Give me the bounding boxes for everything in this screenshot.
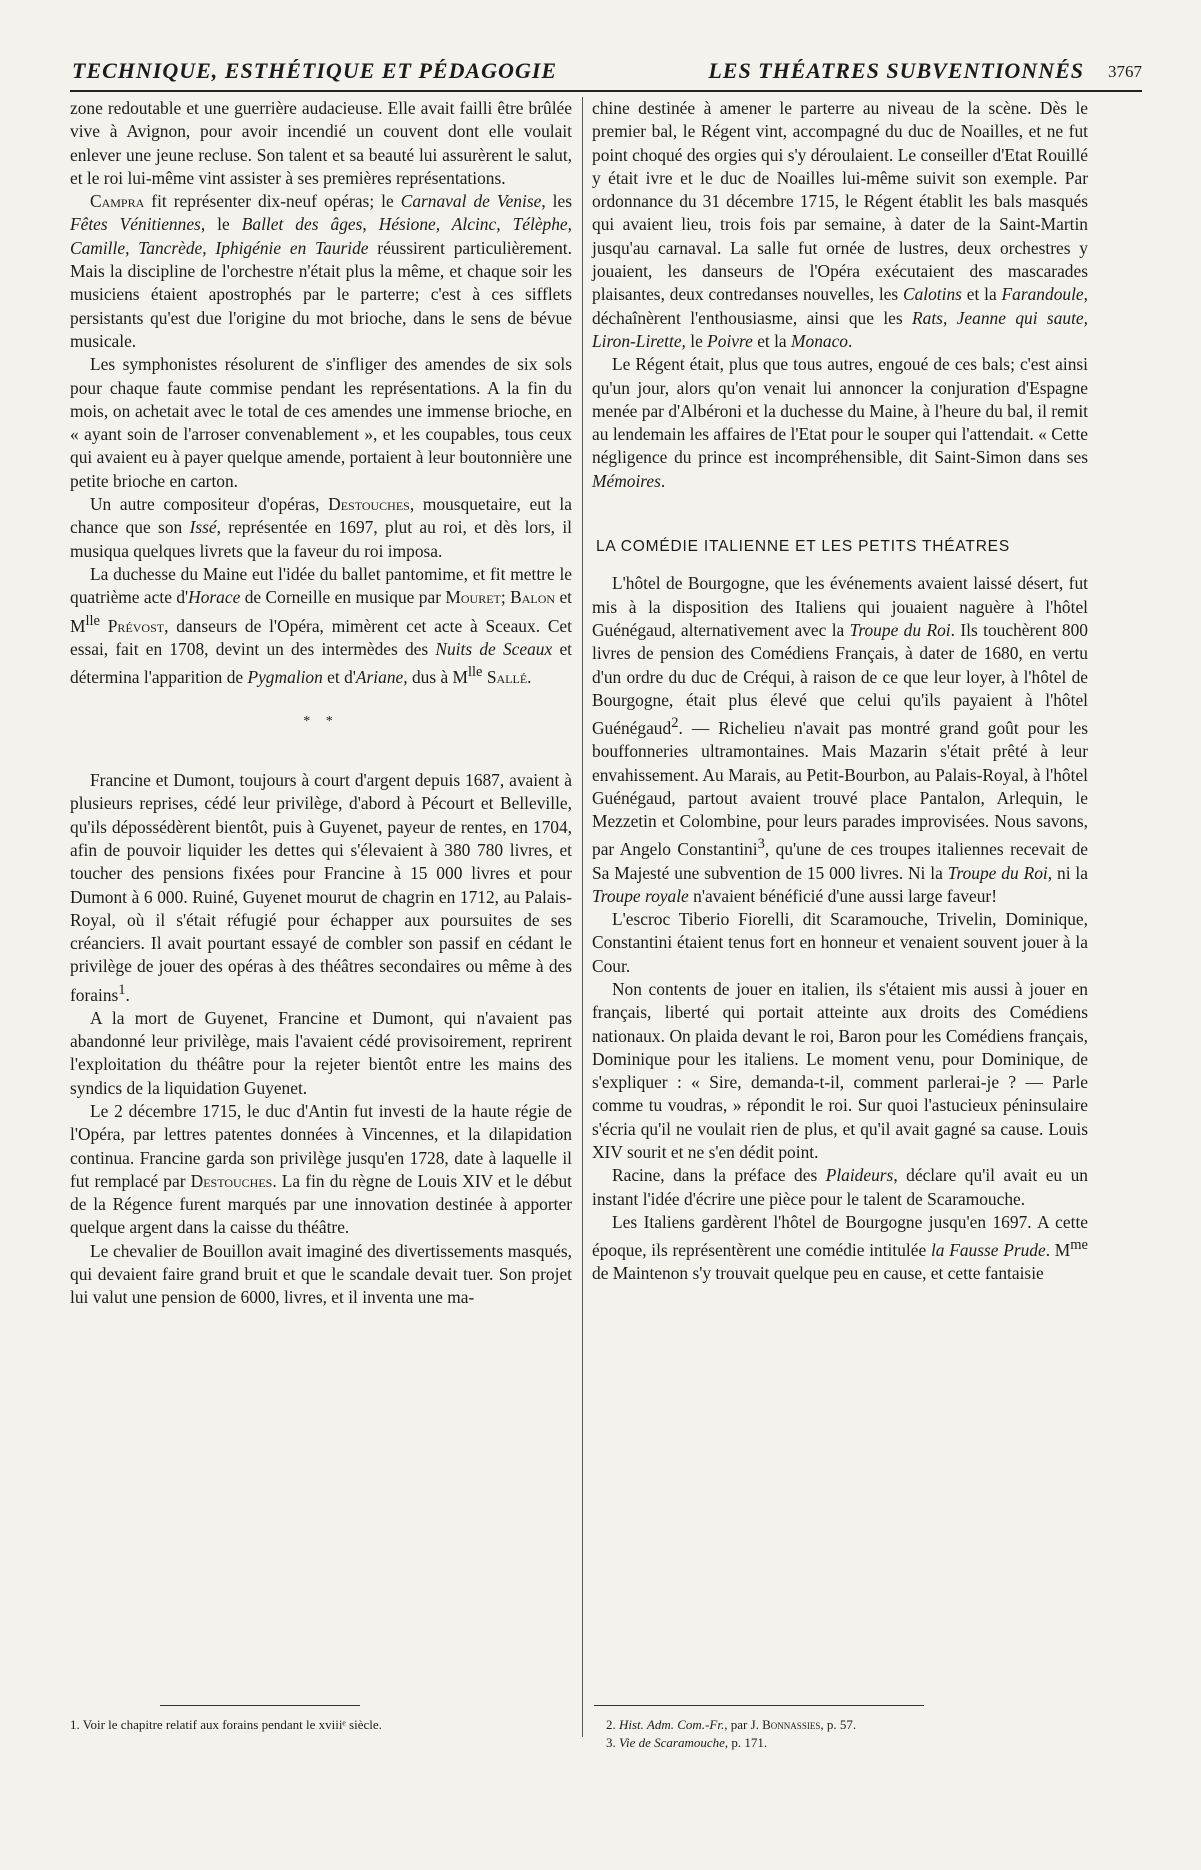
header-left-title: TECHNIQUE, ESTHÉTIQUE ET PÉDAGOGIE [72,58,558,83]
footnotes-left [70,1716,572,1734]
paragraph: Racine, dans la préface des Plaideurs, déclare qu'il avait eu un instant l'idée d'écrire une pièce pour le talent de Scaramouche. [592,1165,1088,1209]
page-number: 3767 [1108,62,1142,81]
paragraph: Le Régent était, plus que tous autres, engoué de ces bals; c'est ainsi qu'un jour, alors qu'on venait lui annoncer la conjuration d'Espagne menée par d'Albéroni et la duchesse du Maine, à l'heure du bal, il remit au lendemain les affaires de l'Etat pour le souper qui l'attendait. « Cette négligence du prince est incompréhensible, dit Saint-Simon dans ses Mémoires. [592,354,1088,491]
footnote-1: 1. Voir le chapitre relatif aux forains pendant le xviiiᵉ siècle. [70,1717,382,1732]
footnote-rule-left [160,1705,360,1706]
paragraph: Le 2 décembre 1715, le duc d'Antin fut investi de la haute régie de l'Opéra, par lettres patentes données à Vincennes, et la dilapidation continua. Francine garda son privilège jusqu'en 1728, date à laquelle il fut remplacé par Destouches. La fin du règne de Louis XIV et le début de la Régence furent marqués par une innovation destinée à apporter quelque argent dans la caisse du théâtre. [70,1100,572,1238]
header-right-title: LES THÉATRES SUBVENTIONNÉS [708,58,1084,83]
paragraph: Francine et Dumont, toujours à court d'argent depuis 1687, avaient à plusieurs reprises, cédé leur privilège, d'abord à Pécourt et Belleville, qu'ils dépossédèrent bientôt, puis à Guyenet, payeur de rentes, en 1704, afin de pouvoir liquider les dettes qui s'élevaient à 380 780 livres, et toucher des pensions fixées pour Francine à 15 000 livres et pour Dumont à 6 000. Ruiné, Guyenet mourut de chagrin en 1712, au Palais-Royal, où il s'était réfugié pour échapper aux poursuites de ses créanciers. Il avait pourtant essayé de combler son passif en cédant le privilège de jouer des opéras à des théâtres secondaires ou même à des forains$^1$. [70,770,572,1005]
paragraph: La duchesse du Maine eut l'idée du ballet pantomime, et fit mettre le quatrième acte d'Horace de Corneille en musique par Mouret; Balon et $M^{lle}$ Prévost, danseurs de l'Opéra, mimèrent cet acte à Sceaux. Cet essai, fait en 1708, devint un des intermèdes des Nuits de Sceaux et détermina l'apparition de Pygmalion et d'Ariane, dus à $M^{lle}$ Sallé. [70,563,572,687]
paragraph: A la mort de Guyenet, Francine et Dumont, qui n'avaient pas abandonné leur privilège, mais l'avaient cédé provisoirement, reprirent l'exploitation du théâtre pour la rejeter bientôt entre les mains des syndics de la liquidation Guyenet. [70,1007,572,1098]
right-column [592,97,1088,1797]
paragraph: Les symphonistes résolurent de s'infliger des amendes de six sols pour chaque faute commise pendant les représentations. A la fin du mois, on achetait avec le total de ces amendes une immense brioche, en « ayant soin de l'arroser convenablement », et les coupables, tous ceux qui avaient eu à payer quelque amende, portaient à leur boutonnière une petite brioche en carton. [70,354,572,491]
footnote-ref: 1 [118,981,126,998]
paragraph: L'escroc Tiberio Fiorelli, dit Scaramouche, Trivelin, Dominique, Constantini étaient tenus fort en honneur et venaient souvent jouer à la Cour. [592,909,1088,976]
footnote-3: 3. Vie de Scaramouche, p. 171. [606,1735,768,1750]
paragraph: L'hôtel de Bourgogne, que les événements avaient laissé désert, fut mis à la disposition des Italiens qui jouaient naguère à l'hôtel Guénégaud, alternativement avec la Troupe du Roi. Ils touchèrent 800 livres de pension des Comédiens Français, à dater de 1680, en vertu d'un ordre du duc de Créqui, à raison de ce que leur loyer, à l'hôtel de Bourgogne, était plus élevé que celui qu'ils payaient à l'hôtel Guénégaud$^2$. — Richelieu n'avait pas montré grand goût pour les bouffonneries ultramontaines. Mais Mazarin s'était prêté à leur envahissement. Au Marais, au Petit-Bourbon, au Palais-Royal, à l'hôtel Guénégaud, partout avaient trouvé place Pantalon, Arlequin, le Mezzetin et Colombine, pour leurs parades improvisées. Nous savons, par Angelo Constantini$^3$, qu'une de ces troupes italiennes recevait de Sa Majesté une subvention de 15 000 livres. Ni la Troupe du Roi, ni la Troupe royale n'avaient bénéficié d'une aussi large faveur! [592,573,1089,906]
left-column [70,97,572,1797]
running-header [70,56,1142,92]
column-divider [582,97,583,1737]
paragraph: Non contents de jouer en italien, ils s'étaient mis aussi à jouer en français, liberté qui portait atteinte aux droits des Comédiens nationaux. On plaida devant le roi, Baron pour les Comédiens français, Dominique pour les italiens. Le moment venu, pour Dominique, de s'expliquer : « Sire, demanda-t-il, comment parlerai-je ? — Parle comme tu voudras, » répondit le roi. Sur quoi l'astucieux péninsulaire s'écria qu'il ne voulait rien de plus, et qu'il avait gagné sa cause. Louis XIV sourit et ne s'en dédit point. [592,978,1088,1163]
footnote-ref: 2 [671,715,679,732]
footnote-2: 2. Hist. Adm. Com.-Fr., par J. Bonnassies, p. 57. [606,1717,857,1732]
paragraph: Campra fit représenter dix-neuf opéras; le Carnaval de Venise, les Fêtes Vénitiennes, le Ballet des âges, Hésione, Alcinc, Télèphe, Camille, Tancrède, Iphigénie en Tauride réussirent particulièrement. Mais la discipline de l'orchestre n'était plus la même, et chaque soir les musiciens étaient apostrophés par le parterre; c'est à ces sifflets persistants qu'est due l'origine du mot brioche, dans le sens de bévue musicale. [70,191,572,351]
footnote-ref: 3 [757,836,765,853]
section-separator-stars: * * [303,714,339,730]
paragraph: Le chevalier de Bouillon avait imaginé des divertissements masqués, qui devaient faire grand bruit et que le scandale devait tuer. Son projet lui valut une pension de 6000, livres, et il inventa une ma- [70,1240,572,1308]
footnote-rule-right [594,1705,924,1706]
paragraph: Un autre compositeur d'opéras, Destouches, mousquetaire, eut la chance que son Issé, représentée en 1697, plut au roi, et dès lors, il musiqua quelques livrets que la faveur du roi imposa. [70,494,573,561]
footnotes-right [606,1716,1086,1752]
paragraph: chine destinée à amener le parterre au niveau de la scène. Dès le premier bal, le Régent vint, accompagné du duc de Noailles, et ne fut point choqué des orgies qui s'y déroulaient. Le conseiller d'Etat Rouillé y était ivre et le duc de Noailles lui-même suivit son exemple. Par ordonnance du 31 décembre 1715, le Régent établit les bals masqués qui avaient lieu, trois fois par semaine, à dater de la Saint-Martin jusqu'au carnaval. La salle fut ornée de lustres, deux orchestres y jouaient, les danseurs de l'Opéra exécutaient des mascarades plaisantes, deux contredanses nouvelles, les Calotins et la Farandoule, déchaînèrent l'enthousiasme, ainsi que les Rats, Jeanne qui saute, Liron-Lirette, le Poivre et la Monaco. [592,98,1088,351]
paragraph: zone redoutable et une guerrière audacieuse. Elle avait failli être brûlée vive à Avignon, pour avoir incendié un couvent dont elle voulait enlever une jeune recluse. Son talent et sa beauté lui assurèrent le salut, et le roi lui-même vint assister à ses premières représentations. [70,98,572,188]
section-heading: LA COMÉDIE ITALIENNE ET LES PETITS THÉATRES [596,538,1010,556]
paragraph: Les Italiens gardèrent l'hôtel de Bourgogne jusqu'en 1697. A cette époque, ils représentèrent une comédie intitulée la Fausse Prude. $M^{me}$ de Maintenon s'y trouvait quelque peu en cause, et cette fantaisie [592,1211,1088,1284]
